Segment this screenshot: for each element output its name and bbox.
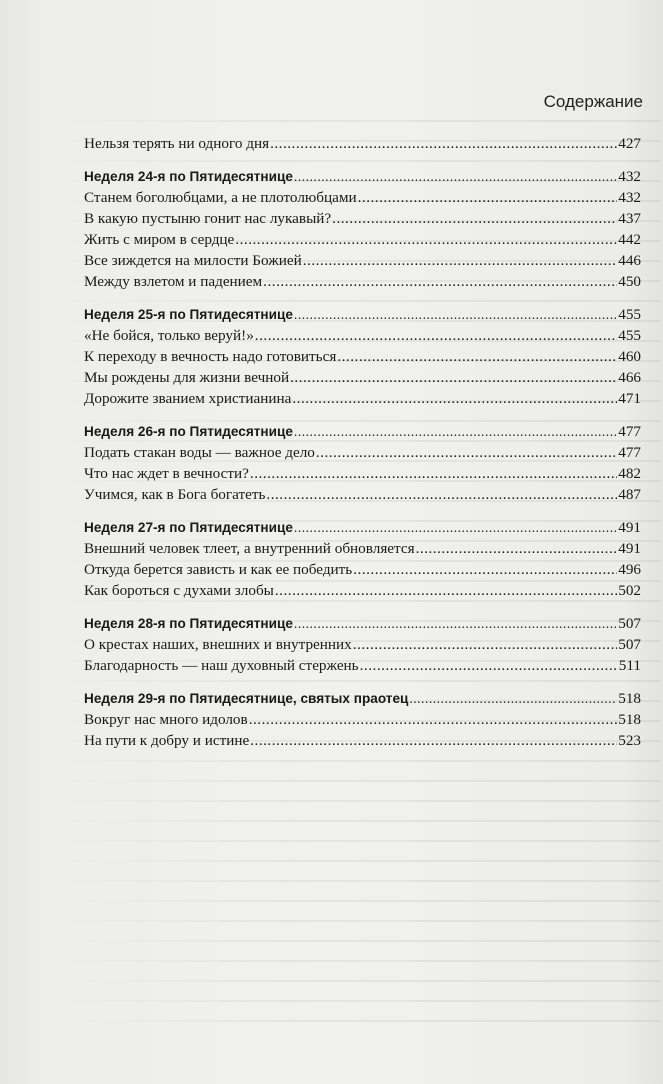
toc-entry-title: На пути к добру и истине <box>84 732 250 749</box>
dot-leader <box>337 346 617 367</box>
toc-entry-title: Вокруг нас много идолов <box>84 711 248 728</box>
toc-page-number: 511 <box>618 657 641 674</box>
toc-entry <box>84 208 641 229</box>
dot-leader <box>409 688 617 709</box>
dot-leader <box>255 325 617 346</box>
toc-entry-title: К переходу в вечность надо готовиться <box>84 348 337 365</box>
toc-entry <box>84 229 641 250</box>
dot-leader <box>416 538 618 559</box>
toc-page-number: 491 <box>618 519 641 536</box>
dot-leader <box>303 250 618 271</box>
toc-page-number: 477 <box>618 444 641 461</box>
toc-page-number: 437 <box>618 210 641 227</box>
toc-entry <box>84 559 641 580</box>
toc-entry-title: Мы рождены для жизни вечной <box>84 369 290 386</box>
dot-leader <box>360 655 618 676</box>
toc-page-number: 432 <box>618 168 641 185</box>
toc-entry-title: Учимся, как в Бога богатеть <box>84 486 266 503</box>
toc-page-number: 507 <box>618 615 641 632</box>
dot-leader <box>275 580 617 601</box>
dot-leader <box>263 271 617 292</box>
toc-section-heading <box>84 304 641 325</box>
toc-page-number: 427 <box>618 135 641 152</box>
toc-entry <box>84 442 641 463</box>
toc-entry <box>84 367 641 388</box>
toc-entry-title: Неделя 26-я по Пятидесятнице <box>84 424 293 439</box>
dot-leader <box>353 559 617 580</box>
page-header-title: Содержание <box>543 92 643 111</box>
dot-leader <box>294 304 617 325</box>
dot-leader <box>249 709 618 730</box>
dot-leader <box>270 133 617 154</box>
toc-entry <box>84 463 641 484</box>
table-of-contents <box>84 133 641 751</box>
dot-leader <box>235 229 617 250</box>
toc-section-heading <box>84 166 641 187</box>
toc-entry-title: Как бороться с духами злобы <box>84 582 274 599</box>
toc-page-number: 450 <box>618 273 641 290</box>
toc-page-number: 502 <box>618 582 641 599</box>
toc-entry <box>84 250 641 271</box>
toc-entry-title: Между взлетом и падением <box>84 273 263 290</box>
toc-entry <box>84 709 641 730</box>
dot-leader <box>266 484 617 505</box>
toc-entry-title: Неделя 28-я по Пятидесятнице <box>84 616 293 631</box>
toc-entry <box>84 580 641 601</box>
dot-leader <box>358 187 618 208</box>
dot-leader <box>316 442 617 463</box>
dot-leader <box>292 388 617 409</box>
toc-page-number: 518 <box>618 690 641 707</box>
toc-page-number: 482 <box>618 465 641 482</box>
toc-entry <box>84 133 641 154</box>
toc-section-heading <box>84 688 641 709</box>
toc-page-number: 471 <box>618 390 641 407</box>
toc-entry <box>84 388 641 409</box>
toc-entry <box>84 346 641 367</box>
toc-entry <box>84 634 641 655</box>
toc-page-number: 466 <box>618 369 641 386</box>
dot-leader <box>294 517 617 538</box>
toc-page-number: 507 <box>618 636 641 653</box>
toc-entry-title: В какую пустыню гонит нас лукавый? <box>84 210 332 227</box>
toc-entry-title: Что нас ждет в вечности? <box>84 465 249 482</box>
toc-entry-title: Станем боголюбцами, а не плотолюбцами <box>84 189 357 206</box>
toc-section-heading <box>84 517 641 538</box>
toc-page-number: 518 <box>618 711 641 728</box>
toc-page-number: 477 <box>618 423 641 440</box>
toc-page-number: 523 <box>618 732 641 749</box>
toc-page-number: 487 <box>618 486 641 503</box>
toc-section-heading <box>84 613 641 634</box>
toc-entry-title: Подать стакан воды — важное дело <box>84 444 315 461</box>
toc-entry <box>84 325 641 346</box>
toc-entry-title: Дорожите званием христианина <box>84 390 292 407</box>
toc-page-number: 496 <box>618 561 641 578</box>
toc-page-number: 455 <box>618 306 641 323</box>
dot-leader <box>250 463 617 484</box>
toc-entry-title: Благодарность — наш духовный стержень <box>84 657 359 674</box>
toc-entry-title: Неделя 27-я по Пятидесятнице <box>84 520 293 535</box>
toc-entry-title: О крестах наших, внешних и внутренних <box>84 636 352 653</box>
toc-entry-title: Неделя 29-я по Пятидесятнице, святых праотец <box>84 691 409 706</box>
toc-entry-title: Все зиждется на милости Божией <box>84 252 302 269</box>
toc-page-number: 432 <box>618 189 641 206</box>
toc-page-number: 460 <box>618 348 641 365</box>
toc-page-number: 491 <box>618 540 641 557</box>
toc-entry <box>84 187 641 208</box>
toc-entry-title: Откуда берется зависть и как ее победить <box>84 561 353 578</box>
toc-entry <box>84 484 641 505</box>
toc-page-number: 446 <box>618 252 641 269</box>
toc-page-number: 455 <box>618 327 641 344</box>
toc-page-number: 442 <box>618 231 641 248</box>
dot-leader <box>353 634 617 655</box>
toc-entry <box>84 271 641 292</box>
dot-leader <box>294 421 617 442</box>
toc-entry-title: Внешний человек тлеет, а внутренний обновляется <box>84 540 415 557</box>
dot-leader <box>332 208 617 229</box>
toc-section-heading <box>84 421 641 442</box>
dot-leader <box>290 367 617 388</box>
toc-entry-title: Жить с миром в сердце <box>84 231 235 248</box>
toc-entry <box>84 538 641 559</box>
toc-entry-title: Нельзя терять ни одного дня <box>84 135 270 152</box>
dot-leader <box>294 166 617 187</box>
toc-entry <box>84 730 641 751</box>
toc-entry <box>84 655 641 676</box>
toc-entry-title: «Не бойся, только веруй!» <box>84 327 254 344</box>
dot-leader <box>250 730 617 751</box>
toc-entry-title: Неделя 24-я по Пятидесятнице <box>84 169 293 184</box>
toc-entry-title: Неделя 25-я по Пятидесятнице <box>84 307 293 322</box>
dot-leader <box>294 613 617 634</box>
